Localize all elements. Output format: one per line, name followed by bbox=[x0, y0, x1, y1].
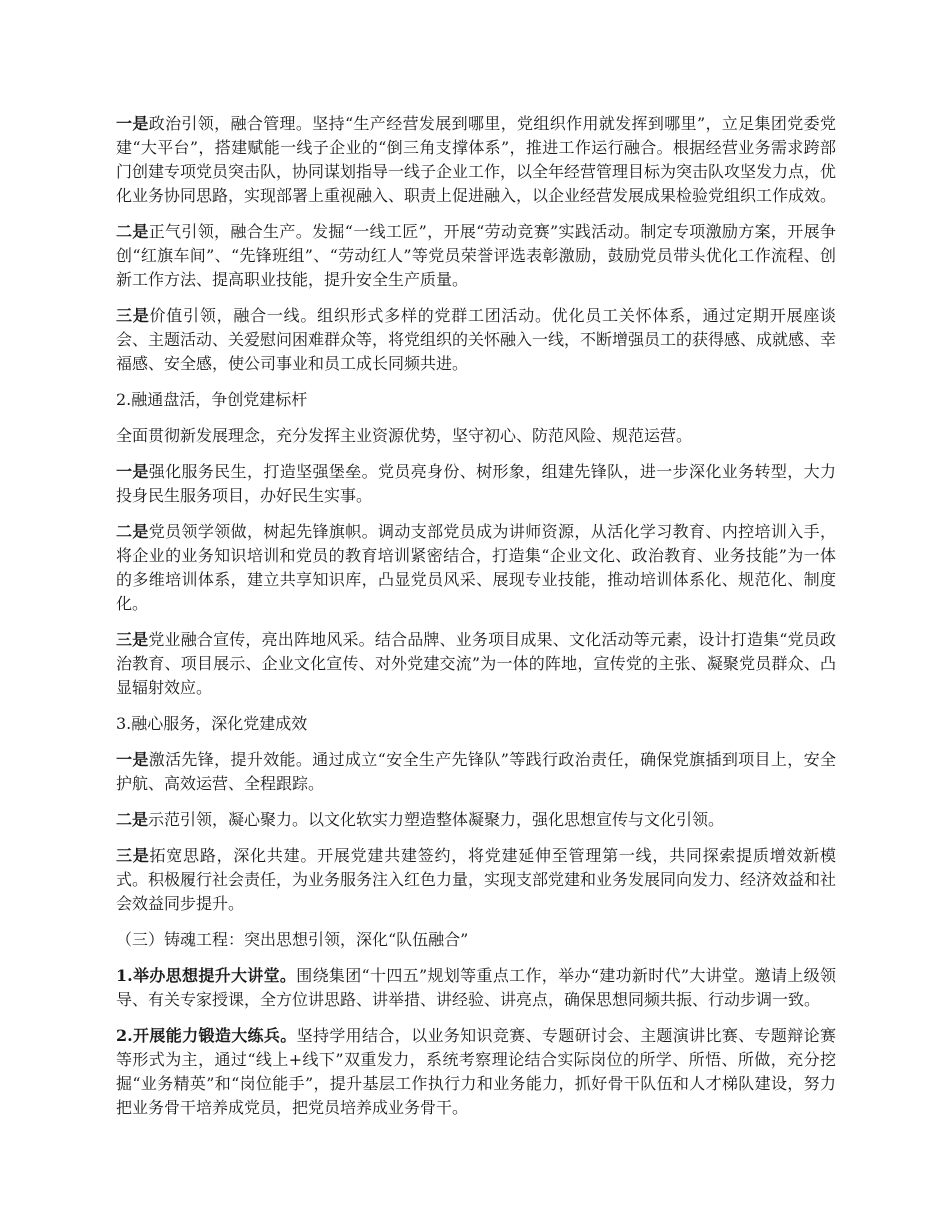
paragraph bbox=[116, 748, 836, 796]
paragraph-lead: 二是 bbox=[116, 522, 149, 541]
paragraph-text: 党业融合宣传，亮出阵地风采。结合品牌、业务项目成果、文化活动等元素，设计打造集“党员政治教育、项目展示、企业文化宣传、对外党建交流”为一体的阵地，宣传党的主张、凝聚党员群众、凸显辐射效应。 bbox=[116, 630, 836, 697]
paragraph bbox=[116, 844, 836, 916]
paragraph bbox=[116, 304, 836, 376]
paragraph-text: 坚持学用结合，以业务知识竞赛、专题研讨会、主题演讲比赛、专题辩论赛等形式为主，通过“线上+线下”双重发力，系统考察理论结合实际岗位的所学、所悟、所做，充分挖掘“业务精英”和“岗位能手”，提升基层工作执行力和业务能力，抓好骨干队伍和人才梯队建设，努力把业务骨干培养成党员，把党员培养成业务骨干。 bbox=[116, 1026, 836, 1117]
paragraph bbox=[116, 520, 836, 616]
paragraph-text: 激活先锋，提升效能。通过成立“安全生产先锋队”等践行政治责任，确保党旗插到项目上，安全护航、高效运营、全程跟踪。 bbox=[116, 750, 836, 793]
paragraph-lead: 一是 bbox=[116, 114, 149, 133]
paragraph bbox=[116, 964, 836, 1012]
paragraph bbox=[116, 460, 836, 508]
section-heading-text: （三）铸魂工程：突出思想引领，深化“队伍融合” bbox=[116, 930, 469, 949]
paragraph-text: 围绕集团“十四五”规划等重点工作，举办“建功新时代”大讲堂。邀请上级领导、有关专家授课，全方位讲思路、讲举措、讲经验、讲亮点，确保思想同频共振、行动步调一致。 bbox=[116, 966, 836, 1009]
section-heading-text: 3.融心服务，深化党建成效 bbox=[116, 714, 308, 733]
paragraph-lead: 三是 bbox=[116, 846, 150, 865]
paragraph-text: 强化服务民生，打造坚强堡垒。党员亮身份、树形象，组建先锋队，进一步深化业务转型，大力投身民生服务项目，办好民生实事。 bbox=[116, 462, 836, 505]
paragraph bbox=[116, 1024, 836, 1120]
section-heading bbox=[116, 712, 836, 736]
paragraph-lead: 2.开展能力锻造大练兵。 bbox=[116, 1026, 297, 1045]
paragraph-text: 全面贯彻新发展理念，充分发挥主业资源优势，坚守初心、防范风险、规范运营。 bbox=[116, 426, 693, 445]
paragraph-lead: 三是 bbox=[116, 630, 149, 649]
paragraph-lead: 1.举办思想提升大讲堂。 bbox=[116, 966, 297, 985]
section-heading-text: 2.融通盘活，争创党建标杆 bbox=[116, 390, 308, 409]
paragraph bbox=[116, 808, 836, 832]
paragraph-lead: 一是 bbox=[116, 462, 149, 481]
paragraph-lead: 二是 bbox=[116, 810, 149, 829]
paragraph-lead: 二是 bbox=[116, 222, 149, 241]
paragraph-text: 党员领学领做，树起先锋旗帜。调动支部党员成为讲师资源，从活化学习教育、内控培训入手，将企业的业务知识培训和党员的教育培训紧密结合，打造集“企业文化、政治教育、业务技能”为一体的多维培训体系，建立共享知识库，凸显党员风采、展现专业技能，推动培训体系化、规范化、制度化。 bbox=[116, 522, 836, 613]
paragraph bbox=[116, 220, 836, 292]
paragraph-lead: 一是 bbox=[116, 750, 149, 769]
paragraph-text: 价值引领，融合一线。组织形式多样的党群工团活动。优化员工关怀体系，通过定期开展座谈会、主题活动、关爱慰问困难群众等，将党组织的关怀融入一线，不断增强员工的获得感、成就感、幸福感、安全感，使公司事业和员工成长同频共进。 bbox=[116, 306, 837, 373]
paragraph-text: 政治引领，融合管理。坚持“生产经营发展到哪里，党组织作用就发挥到哪里”，立足集团党委党建“大平台”，搭建赋能一线子企业的“倒三角支撑体系”，推进工作运行融合。根据经营业务需求跨部门创建专项党员突击队，协同谋划指导一线子企业工作，以全年经营管理目标为突击队攻坚发力点，优化业务协同思路，实现部署上重视融入、职责上促进融入，以企业经营发展成果检验党组织工作成效。 bbox=[116, 114, 837, 205]
paragraph-text: 示范引领，凝心聚力。以文化软实力塑造整体凝聚力，强化思想宣传与文化引领。 bbox=[148, 810, 725, 829]
paragraph-lead: 三是 bbox=[116, 306, 150, 325]
paragraph bbox=[116, 424, 836, 448]
paragraph-text: 正气引领，融合生产。发掘“一线工匠”，开展“劳动竞赛”实践活动。制定专项激励方案，开展争创“红旗车间”、“先锋班组”、“劳动红人”等党员荣誉评选表彰激励，鼓励党员带头优化工作流程、创新工作方法、提高职业技能，提升安全生产质量。 bbox=[116, 222, 836, 289]
paragraph bbox=[116, 628, 836, 700]
document-body bbox=[116, 112, 836, 1132]
paragraph-text: 拓宽思路，深化共建。开展党建共建签约，将党建延伸至管理第一线，共同探索提质增效新模式。积极履行社会责任，为业务服务注入红色力量，实现支部党建和业务发展同向发力、经济效益和社会效益同步提升。 bbox=[116, 846, 837, 913]
section-heading bbox=[116, 388, 836, 412]
paragraph bbox=[116, 112, 836, 208]
section-heading bbox=[116, 928, 836, 952]
